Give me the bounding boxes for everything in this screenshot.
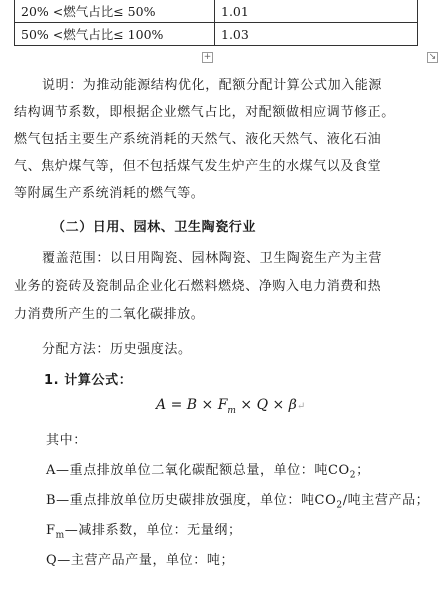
definition-fm-letter: F — [46, 523, 56, 538]
definition-a-suffix: ； — [356, 463, 370, 478]
table-cell-coefficient[interactable]: 1.03 — [215, 23, 418, 46]
formula — [156, 397, 305, 416]
formula-f-letter: F — [217, 397, 228, 413]
table-cell-range[interactable]: 50% <燃气占比≤ 100% — [15, 23, 215, 46]
table-cell-coefficient[interactable]: 1.01 — [215, 0, 418, 23]
definition-b-text: B—重点排放单位历史碳排放强度，单位：吨CO — [46, 493, 337, 508]
gas-ratio-table — [14, 0, 418, 46]
explanation-line-5: 等附属生产系统消耗的燃气等。 — [14, 186, 205, 201]
section-heading: （二）日用、园林、卫生陶瓷行业 — [52, 220, 257, 235]
table-resize-icon[interactable]: ↘ — [428, 52, 437, 62]
definition-b-sub: 2 — [336, 500, 343, 511]
coverage-line-1: 覆盖范围：以日用陶瓷、园林陶瓷、卫生陶瓷生产为主营 — [42, 251, 383, 266]
formula-times: × — [272, 397, 285, 413]
formula-f-sub: m — [227, 405, 236, 416]
paragraph-mark-icon: ↵ — [296, 401, 306, 412]
formula-times: × — [201, 397, 214, 413]
definition-q: Q—主营产品产量，单位：吨； — [46, 553, 235, 568]
formula-beta: β — [288, 397, 297, 413]
formula-a: A — [156, 397, 167, 413]
formula-f — [217, 397, 236, 416]
method-line: 分配方法：历史强度法。 — [42, 342, 192, 357]
definition-fm-text: —减排系数，单位：无量纲； — [64, 523, 242, 538]
definition-b-suffix: /吨主营产品； — [342, 493, 430, 508]
definition-a-sub: 2 — [349, 470, 357, 481]
table-cell-range[interactable]: 20% <燃气占比≤ 50% — [15, 0, 215, 23]
definition-fm — [46, 522, 441, 545]
explanation-line-4: 气、焦炉煤气等，但不包括煤气发生炉产生的水煤气以及食堂 — [14, 159, 382, 174]
add-row-icon[interactable]: + — [203, 52, 212, 62]
formula-times: × — [240, 397, 253, 413]
explanation-line-3: 燃气包括主要生产系统消耗的天然气、液化天然气、液化石油 — [14, 132, 382, 147]
definition-fm-sub: m — [55, 530, 65, 541]
explanation-line-2: 结构调节系数，即根据企业燃气占比，对配额做相应调节修正。 — [14, 105, 395, 120]
definition-b — [46, 492, 441, 515]
definition-a — [46, 462, 441, 485]
table-row — [15, 0, 418, 23]
formula-heading: 1. 计算公式： — [44, 373, 133, 388]
formula-eq: = — [170, 397, 183, 413]
definition-a-text: A—重点排放单位二氧化碳配额总量，单位：吨CO — [46, 463, 350, 478]
explanation-line-1: 说明：为推动能源结构优化，配额分配计算公式加入能源 — [42, 78, 383, 93]
where-line: 其中： — [46, 433, 87, 448]
formula-b: B — [186, 397, 198, 413]
coverage-line-2: 业务的瓷砖及瓷制品企业化石燃料燃烧、净购入电力消费和热 — [14, 279, 382, 294]
formula-q: Q — [256, 397, 269, 413]
table-row — [15, 23, 418, 46]
coverage-line-3: 力消费所产生的二氧化碳排放。 — [14, 307, 205, 322]
